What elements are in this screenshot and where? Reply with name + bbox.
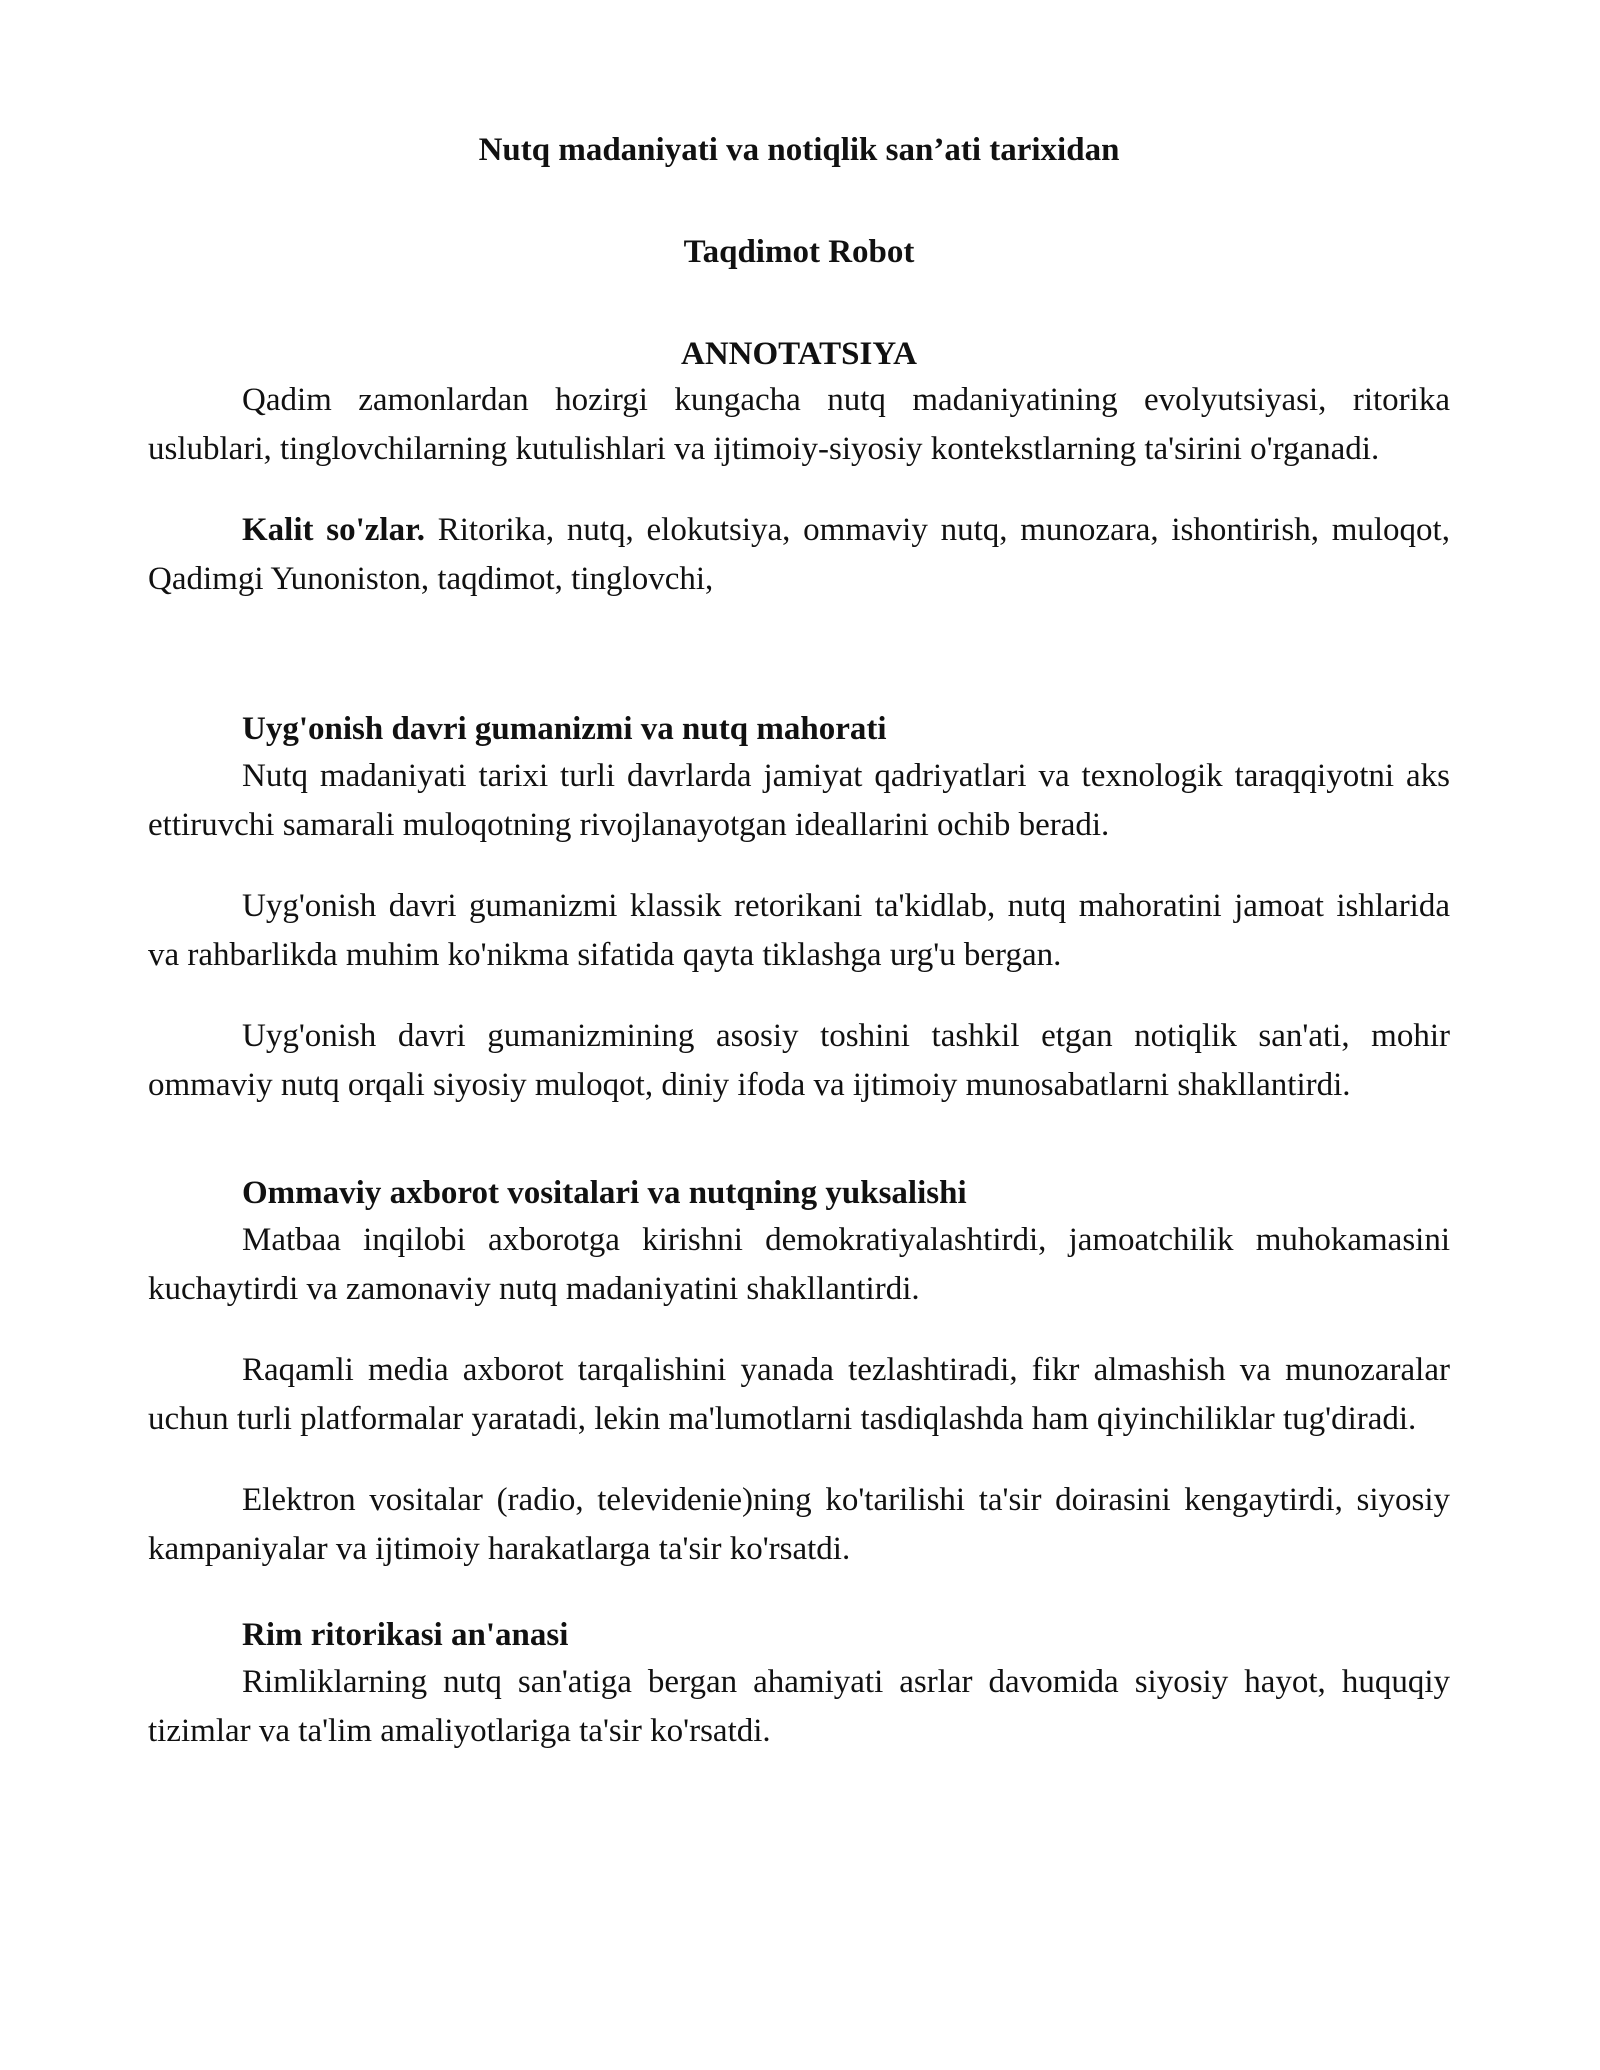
document-author: Taqdimot Robot [683, 234, 915, 270]
section-paragraph: Rimliklarning nutq san'atiga bergan ahamiyati asrlar davomida siyosiy hayot, huquqiy tizimlar va ta'lim amaliyotlariga ta'sir ko'rsatdi. [148, 1664, 1450, 1749]
section-heading-mass-media: Ommaviy axborot vositalari va nutqning yuksalishi [242, 1175, 967, 1211]
section-paragraph: Raqamli media axborot tarqalishini yanada tezlashtiradi, fikr almashish va munozaralar uchun turli platformalar yaratadi, lekin ma'lumotlarni tasdiqlashda ham qiyinchiliklar tug'diradi. [148, 1352, 1450, 1437]
annotation-heading: ANNOTATSIYA [681, 336, 917, 372]
keywords-label: Kalit so'zlar. [242, 512, 425, 548]
document-title: Nutq madaniyati va notiqlik san’ati tarixidan [478, 132, 1120, 168]
section-paragraph: Uyg'onish davri gumanizmining asosiy toshini tashkil etgan notiqlik san'ati, mohir ommaviy nutq orqali siyosiy muloqot, diniy ifoda va ijtimoiy munosabatlarni shakllantirdi. [148, 1018, 1450, 1103]
section-paragraph: Elektron vositalar (radio, televidenie)ning ko'tarilishi ta'sir doirasini kengaytirdi, siyosiy kampaniyalar va ijtimoiy harakatlarga ta'sir ko'rsatdi. [148, 1482, 1450, 1567]
document-page [148, 128, 1450, 1756]
keywords-paragraph [148, 506, 1450, 604]
section-heading-roman-rhetoric: Rim ritorikasi an'anasi [242, 1617, 569, 1653]
section-paragraph: Uyg'onish davri gumanizmi klassik retorikani ta'kidlab, nutq mahoratini jamoat ishlarida va rahbarlikda muhim ko'nikma sifatida qayta tiklashga urg'u bergan. [148, 888, 1450, 973]
section-paragraph: Nutq madaniyati tarixi turli davrlarda jamiyat qadriyatlari va texnologik taraqqiyotni aks ettiruvchi samarali muloqotning rivojlanayotgan ideallarini ochib beradi. [148, 758, 1450, 843]
annotation-paragraph: Qadim zamonlardan hozirgi kungacha nutq madaniyatining evolyutsiyasi, ritorika uslublari, tinglovchilarning kutulishlari va ijtimoiy-siyosiy kontekstlarning ta'sirini o'rganadi. [148, 382, 1450, 467]
keywords-list: Ritorika, nutq, elokutsiya, ommaviy nutq, munozara, ishontirish, muloqot, Qadimgi Yunoniston, taqdimot, tinglovchi, [148, 512, 1450, 597]
section-paragraph: Matbaa inqilobi axborotga kirishni demokratiyalashtirdi, jamoatchilik muhokamasini kuchaytirdi va zamonaviy nutq madaniyatini shakllantirdi. [148, 1222, 1450, 1307]
section-heading-renaissance: Uyg'onish davri gumanizmi va nutq mahorati [242, 711, 887, 747]
